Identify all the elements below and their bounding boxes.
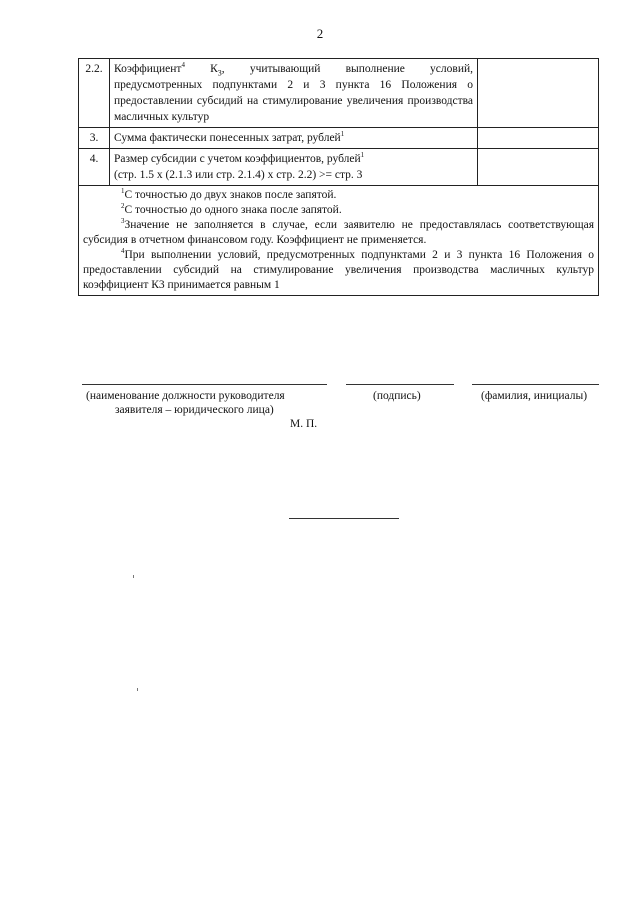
position-caption-line2: заявителя – юридического лица) — [115, 404, 274, 416]
name-caption: (фамилия, инициалы) — [481, 390, 588, 402]
footnote: $^3$Значение не заполняется в случае, если заявителю не предоставлялась соответствующая субсидия в отчетном финансовом году. Коэффициент не применяется. — [83, 217, 594, 246]
row-value-cell[interactable] — [478, 128, 599, 149]
row-value-cell[interactable] — [478, 149, 599, 186]
footnote-mark: 1 — [340, 130, 345, 139]
row-formula: (стр. 1.5 х (2.1.3 или стр. 2.1.4) х стр. 2.2) >= стр. 3 — [114, 169, 363, 181]
signature-line[interactable] — [346, 384, 454, 385]
stamp-mark: М. П. — [290, 418, 318, 430]
row-description: Коэффициент$^4$ $К_3$, учитывающий выполнение условий, предусмотренных подпунктами 2 и 3 пункта 16 Положения о предоставлении субсидий на стимулирование увеличения производства масличных культур — [110, 59, 478, 128]
row-number: 3. — [79, 128, 110, 149]
footnote-mark: 1 — [360, 151, 365, 160]
footnote-mark: 4 — [181, 61, 185, 70]
divider-line — [289, 518, 399, 519]
name-signature-line[interactable] — [472, 384, 599, 385]
scan-speck — [137, 688, 138, 691]
footnote: $^4$При выполнении условий, предусмотренных подпунктами 2 и 3 пункта 16 Положения о предоставлении субсидий на стимулирование увеличения производства масличных культур коэффициент К3 принимается равным 1 — [83, 247, 594, 291]
position-caption: (наименование должности руководителя — [86, 390, 285, 402]
scan-speck — [133, 575, 134, 578]
table-row — [79, 149, 599, 186]
subscript: 3 — [217, 68, 222, 78]
row-description: Размер субсидии с учетом коэффициентов, рублей$^1$ (стр. 1.5 х (2.1.3 или стр. 2.1.4) х стр. 2.2) >= стр. 3 — [110, 149, 478, 186]
subsidy-calculation-table — [78, 58, 599, 296]
page-number: 2 — [316, 26, 324, 41]
row-value-cell[interactable] — [478, 59, 599, 128]
table-row — [79, 59, 599, 128]
footnote: $^1$С точностью до двух знаков после запятой. — [121, 187, 337, 201]
table-row — [79, 128, 599, 149]
row-description: Сумма фактически понесенных затрат, рублей$^1$ — [110, 128, 478, 149]
footnotes — [79, 186, 599, 296]
signature-caption: (подпись) — [373, 390, 421, 402]
footnotes-row — [79, 186, 599, 296]
row-number: 2.2. — [79, 59, 110, 128]
footnote: $^2$С точностью до одного знака после запятой. — [121, 202, 342, 216]
row-number: 4. — [79, 149, 110, 186]
position-signature-line[interactable] — [82, 384, 327, 385]
